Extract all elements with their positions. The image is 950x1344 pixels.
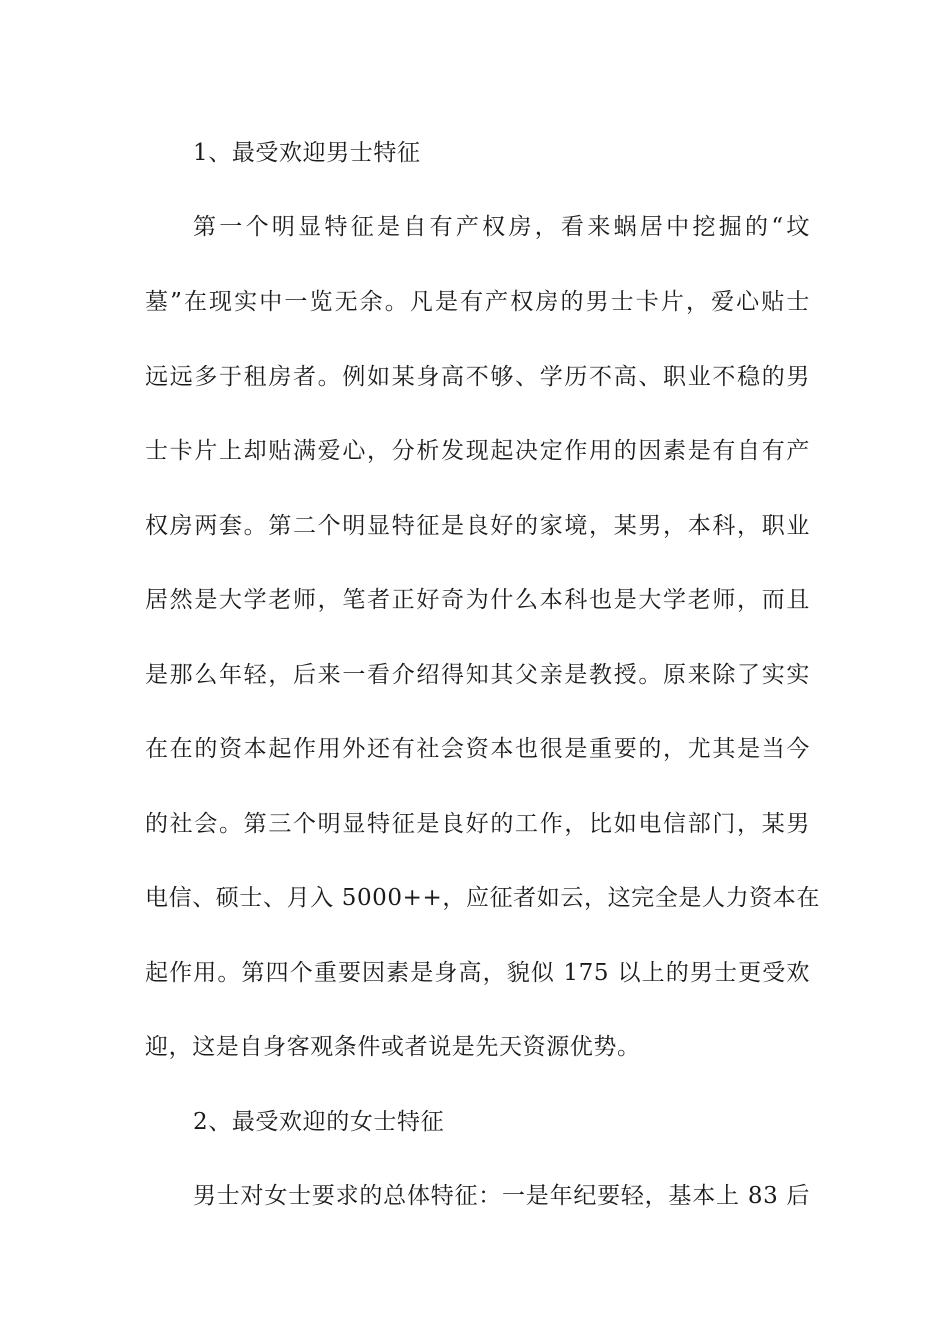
section-2-heading: 2、最受欢迎的女士特征 xyxy=(193,1109,445,1135)
paragraph-1-line-11: 起作用。第四个重要因素是身高，貌似 175 以上的男士更受欢 xyxy=(145,960,810,986)
paragraph-1-line-12: 迎，这是自身客观条件或者说是先天资源优势。 xyxy=(145,1034,641,1060)
paragraph-1-line-10: 电信、硕士、月入 5000++，应征者如云，这完全是人力资本在 xyxy=(145,885,820,911)
paragraph-1-line-8: 在在的资本起作用外还有社会资本也很是重要的，尤其是当今 xyxy=(145,736,810,762)
paragraph-2-line-1: 男士对女士要求的总体特征：一是年纪要轻，基本上 83 后 xyxy=(193,1183,810,1209)
paragraph-1-line-2: 墓”在现实中一览无余。凡是有产权房的男士卡片，爱心贴士 xyxy=(145,289,810,315)
paragraph-1-line-1: 第一个明显特征是自有产权房，看来蜗居中挖掘的“坟 xyxy=(193,214,810,240)
paragraph-1-line-9: 的社会。第三个明显特征是良好的工作，比如电信部门，某男 xyxy=(145,811,810,837)
paragraph-1-line-7: 是那么年轻，后来一看介绍得知其父亲是教授。原来除了实实 xyxy=(145,662,810,688)
paragraph-1-line-6: 居然是大学老师，笔者正好奇为什么本科也是大学老师，而且 xyxy=(145,587,810,613)
paragraph-1-line-4: 士卡片上却贴满爱心，分析发现起决定作用的因素是有自有产 xyxy=(145,438,810,464)
paragraph-1-line-3: 远远多于租房者。例如某身高不够、学历不高、职业不稳的男 xyxy=(145,364,810,390)
paragraph-1-line-5: 权房两套。第二个明显特征是良好的家境，某男，本科，职业 xyxy=(145,513,810,539)
section-1-heading: 1、最受欢迎男士特征 xyxy=(193,140,421,166)
